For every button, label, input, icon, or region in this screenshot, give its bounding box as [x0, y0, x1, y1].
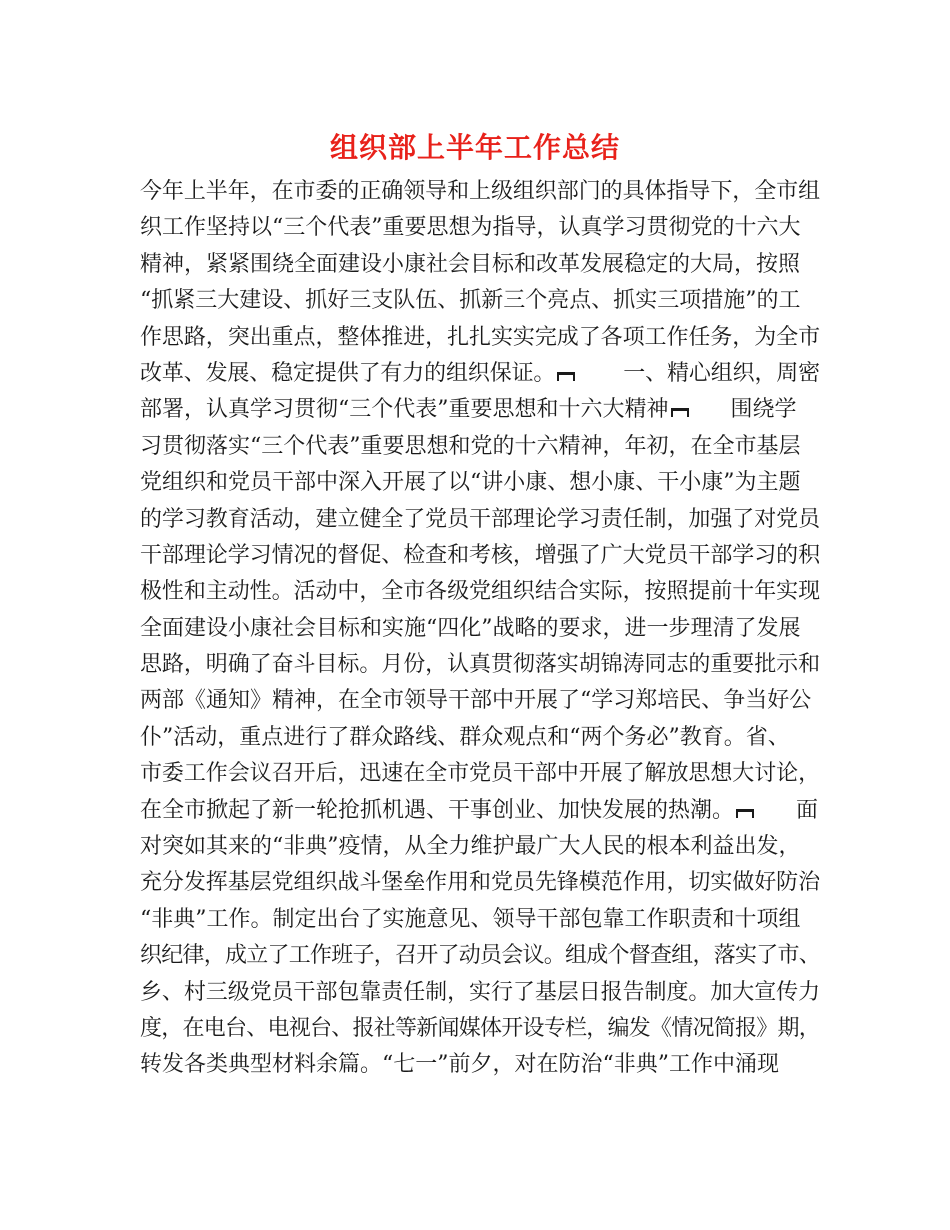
paragraph-break-mark-icon: [736, 809, 754, 818]
text-segment: 充分发挥基层党组织战斗堡垒作用和党员先锋模范作用，切实做好防治: [140, 870, 820, 896]
text-segment: 部署，认真学习贯彻“三个代表”重要思想和十六大精神: [140, 397, 669, 423]
text-line: [140, 938, 820, 974]
text-line: [140, 502, 820, 538]
text-segment: “抓紧三大建设、抓好三支队伍、抓新三个亮点、抓实三项措施”的工: [140, 288, 801, 314]
text-segment: 织工作坚持以“三个代表”重要思想为指导，认真学习贯彻党的十六大: [140, 215, 801, 241]
text-segment: 的学习教育活动，建立健全了党员干部理论学习责任制，加强了对党员: [140, 506, 820, 532]
text-line: [140, 647, 820, 683]
text-line: [140, 574, 820, 610]
text-segment: 全面建设小康社会目标和实施“四化”战略的要求，进一步理清了发展: [140, 615, 801, 641]
document-title: 组织部上半年工作总结: [329, 131, 620, 164]
text-line: [140, 320, 820, 356]
text-segment: 习贯彻落实“三个代表”重要思想和党的十六精神，年初，在全市基层: [140, 433, 801, 459]
text-line: [140, 429, 820, 465]
paragraph-break-mark-icon: [557, 372, 575, 381]
text-segment: 度，在电台、电视台、报社等新闻媒体开设专栏，编发《情况简报》期，: [140, 1015, 820, 1041]
text-line: [140, 210, 820, 246]
paragraph-break-mark-icon: [671, 408, 689, 417]
text-line: [140, 683, 820, 719]
text-line: [140, 1011, 820, 1047]
text-segment: 仆”活动，重点进行了群众路线、群众观点和“两个务必”教育。省、: [140, 724, 790, 750]
text-segment: 织纪律，成立了工作班子，召开了动员会议。组成个督查组，落实了市、: [140, 943, 820, 969]
text-line: [140, 392, 820, 428]
text-line: [140, 720, 820, 756]
text-line: [140, 1047, 820, 1083]
text-segment: 乡、村三级党员干部包靠责任制，实行了基层日报告制度。加大宣传力: [140, 979, 820, 1005]
text-segment: 改革、发展、稳定提供了有力的组织保证。: [140, 360, 556, 386]
text-segment: 围绕学: [730, 397, 797, 423]
text-segment: 两部《通知》精神，在全市领导干部中开展了“学习郑培民、争当好公: [140, 688, 812, 714]
text-line: [140, 756, 820, 792]
text-line: [140, 865, 820, 901]
text-line: [140, 902, 820, 938]
text-segment: 极性和主动性。活动中，全市各级党组织结合实际，按照提前十年实现: [140, 579, 820, 605]
text-line: [140, 283, 820, 319]
text-line: [140, 465, 820, 501]
text-line: [140, 829, 820, 865]
text-segment: 作思路，突出重点，整体推进，扎扎实实完成了各项工作任务，为全市: [140, 324, 820, 350]
text-line: [140, 247, 820, 283]
text-segment: 今年上半年，在市委的正确领导和上级组织部门的具体指导下，全市组: [140, 179, 820, 204]
text-line: [140, 975, 820, 1011]
text-segment: 面: [796, 797, 819, 823]
text-segment: 精神，紧紧围绕全面建设小康社会目标和改革发展稳定的大局，按照: [140, 251, 801, 277]
text-line: [140, 611, 820, 647]
text-segment: 市委工作会议召开后，迅速在全市党员干部中开展了解放思想大讨论，: [140, 761, 820, 787]
text-segment: “非典”工作。制定出台了实施意见、领导干部包靠工作职责和十项组: [140, 906, 801, 932]
document-body: [140, 174, 820, 1084]
text-line: [140, 356, 820, 392]
text-segment: 党组织和党员干部中深入开展了以“讲小康、想小康、干小康”为主题: [140, 470, 801, 496]
text-segment: 干部理论学习情况的督促、检查和考核，增强了广大党员干部学习的积: [140, 542, 820, 568]
text-segment: 一、精心组织，周密: [623, 360, 820, 386]
text-segment: 转发各类典型材料余篇。“七一”前夕，对在防治“非典”工作中涌现: [140, 1052, 779, 1078]
text-line: [140, 174, 820, 210]
text-segment: 思路，明确了奋斗目标。月份，认真贯彻落实胡锦涛同志的重要批示和: [140, 652, 820, 678]
text-segment: 在全市掀起了新一轮抢抓机遇、干事创业、加快发展的热潮。: [140, 797, 735, 823]
text-line: [140, 793, 820, 829]
text-line: [140, 538, 820, 574]
text-segment: 对突如其来的“非典”疫情，从全力维护最广大人民的根本利益出发，: [140, 834, 801, 860]
